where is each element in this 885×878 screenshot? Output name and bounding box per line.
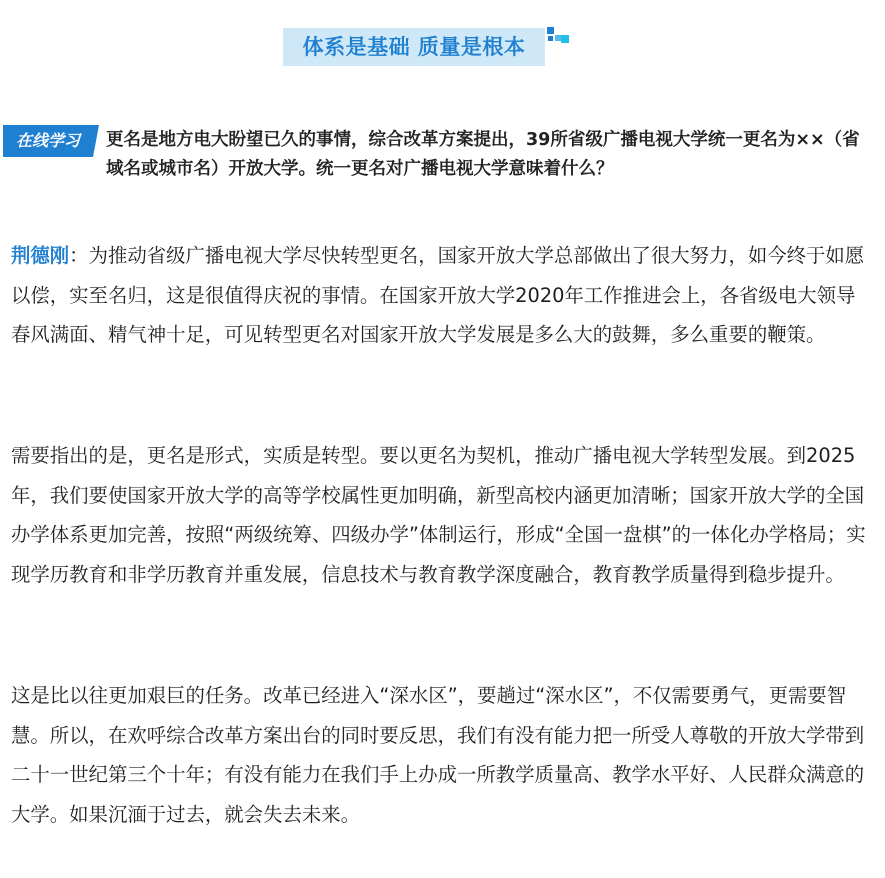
square-mark xyxy=(548,36,553,41)
online-learning-badge xyxy=(3,125,99,157)
blue-squares-icon xyxy=(547,27,569,49)
speaker-name: 荆德刚 xyxy=(11,244,70,267)
answer-paragraph: 这是比以往更加艰巨的任务。改革已经进入“深水区”，要趟过“深水区”，不仅需要勇气，更需要智慧。所以，在欢呼综合改革方案出台的同时要反思，我们有没有能力把一所受人尊敬的开放大学带到二十一世纪第三个十年；有没有能力在我们手上办成一所教学质量高、教学水平好、人民群众满意的大学。如果沉湎于过去，就会失去未来。 xyxy=(11,684,865,826)
answer-paragraph-text: 为推动省级广播电视大学尽快转型更名，国家开放大学总部做出了很大努力，如今终于如愿以偿，实至名归，这是很值得庆祝的事情。在国家开放大学2020年工作推进会上，各省级电大领导春风满面、精气神十足，可见转型更名对国家开放大学发展是多么大的鼓舞，多么重要的鞭策。 xyxy=(11,244,865,346)
badge-label: 在线学习 xyxy=(15,131,80,150)
speaker-separator: ： xyxy=(69,244,89,267)
article-section-title: 体系是基础 质量是根本 xyxy=(302,35,526,59)
interview-question: 更名是地方电大盼望已久的事情，综合改革方案提出，39所省级广播电视大学统一更名为××（省域名或城市名）开放大学。统一更名对广播电视大学意味着什么？ xyxy=(106,130,860,179)
answer-paragraph: 需要指出的是，更名是形式，实质是转型。要以更名为契机，推动广播电视大学转型发展。到2025年，我们要使国家开放大学的高等学校属性更加明确，新型高校内涵更加清晰；国家开放大学的全国办学体系更加完善，按照“两级统筹、四级办学”体制运行，形成“全国一盘棋”的一体化办学格局；实现学历教育和非学历教育并重发展，信息技术与教育教学深度融合，教育教学质量得到稳步提升。 xyxy=(11,444,866,586)
answer-paragraph xyxy=(11,236,873,355)
title-banner xyxy=(283,28,545,66)
square-mark xyxy=(561,35,569,43)
square-mark xyxy=(547,27,554,34)
